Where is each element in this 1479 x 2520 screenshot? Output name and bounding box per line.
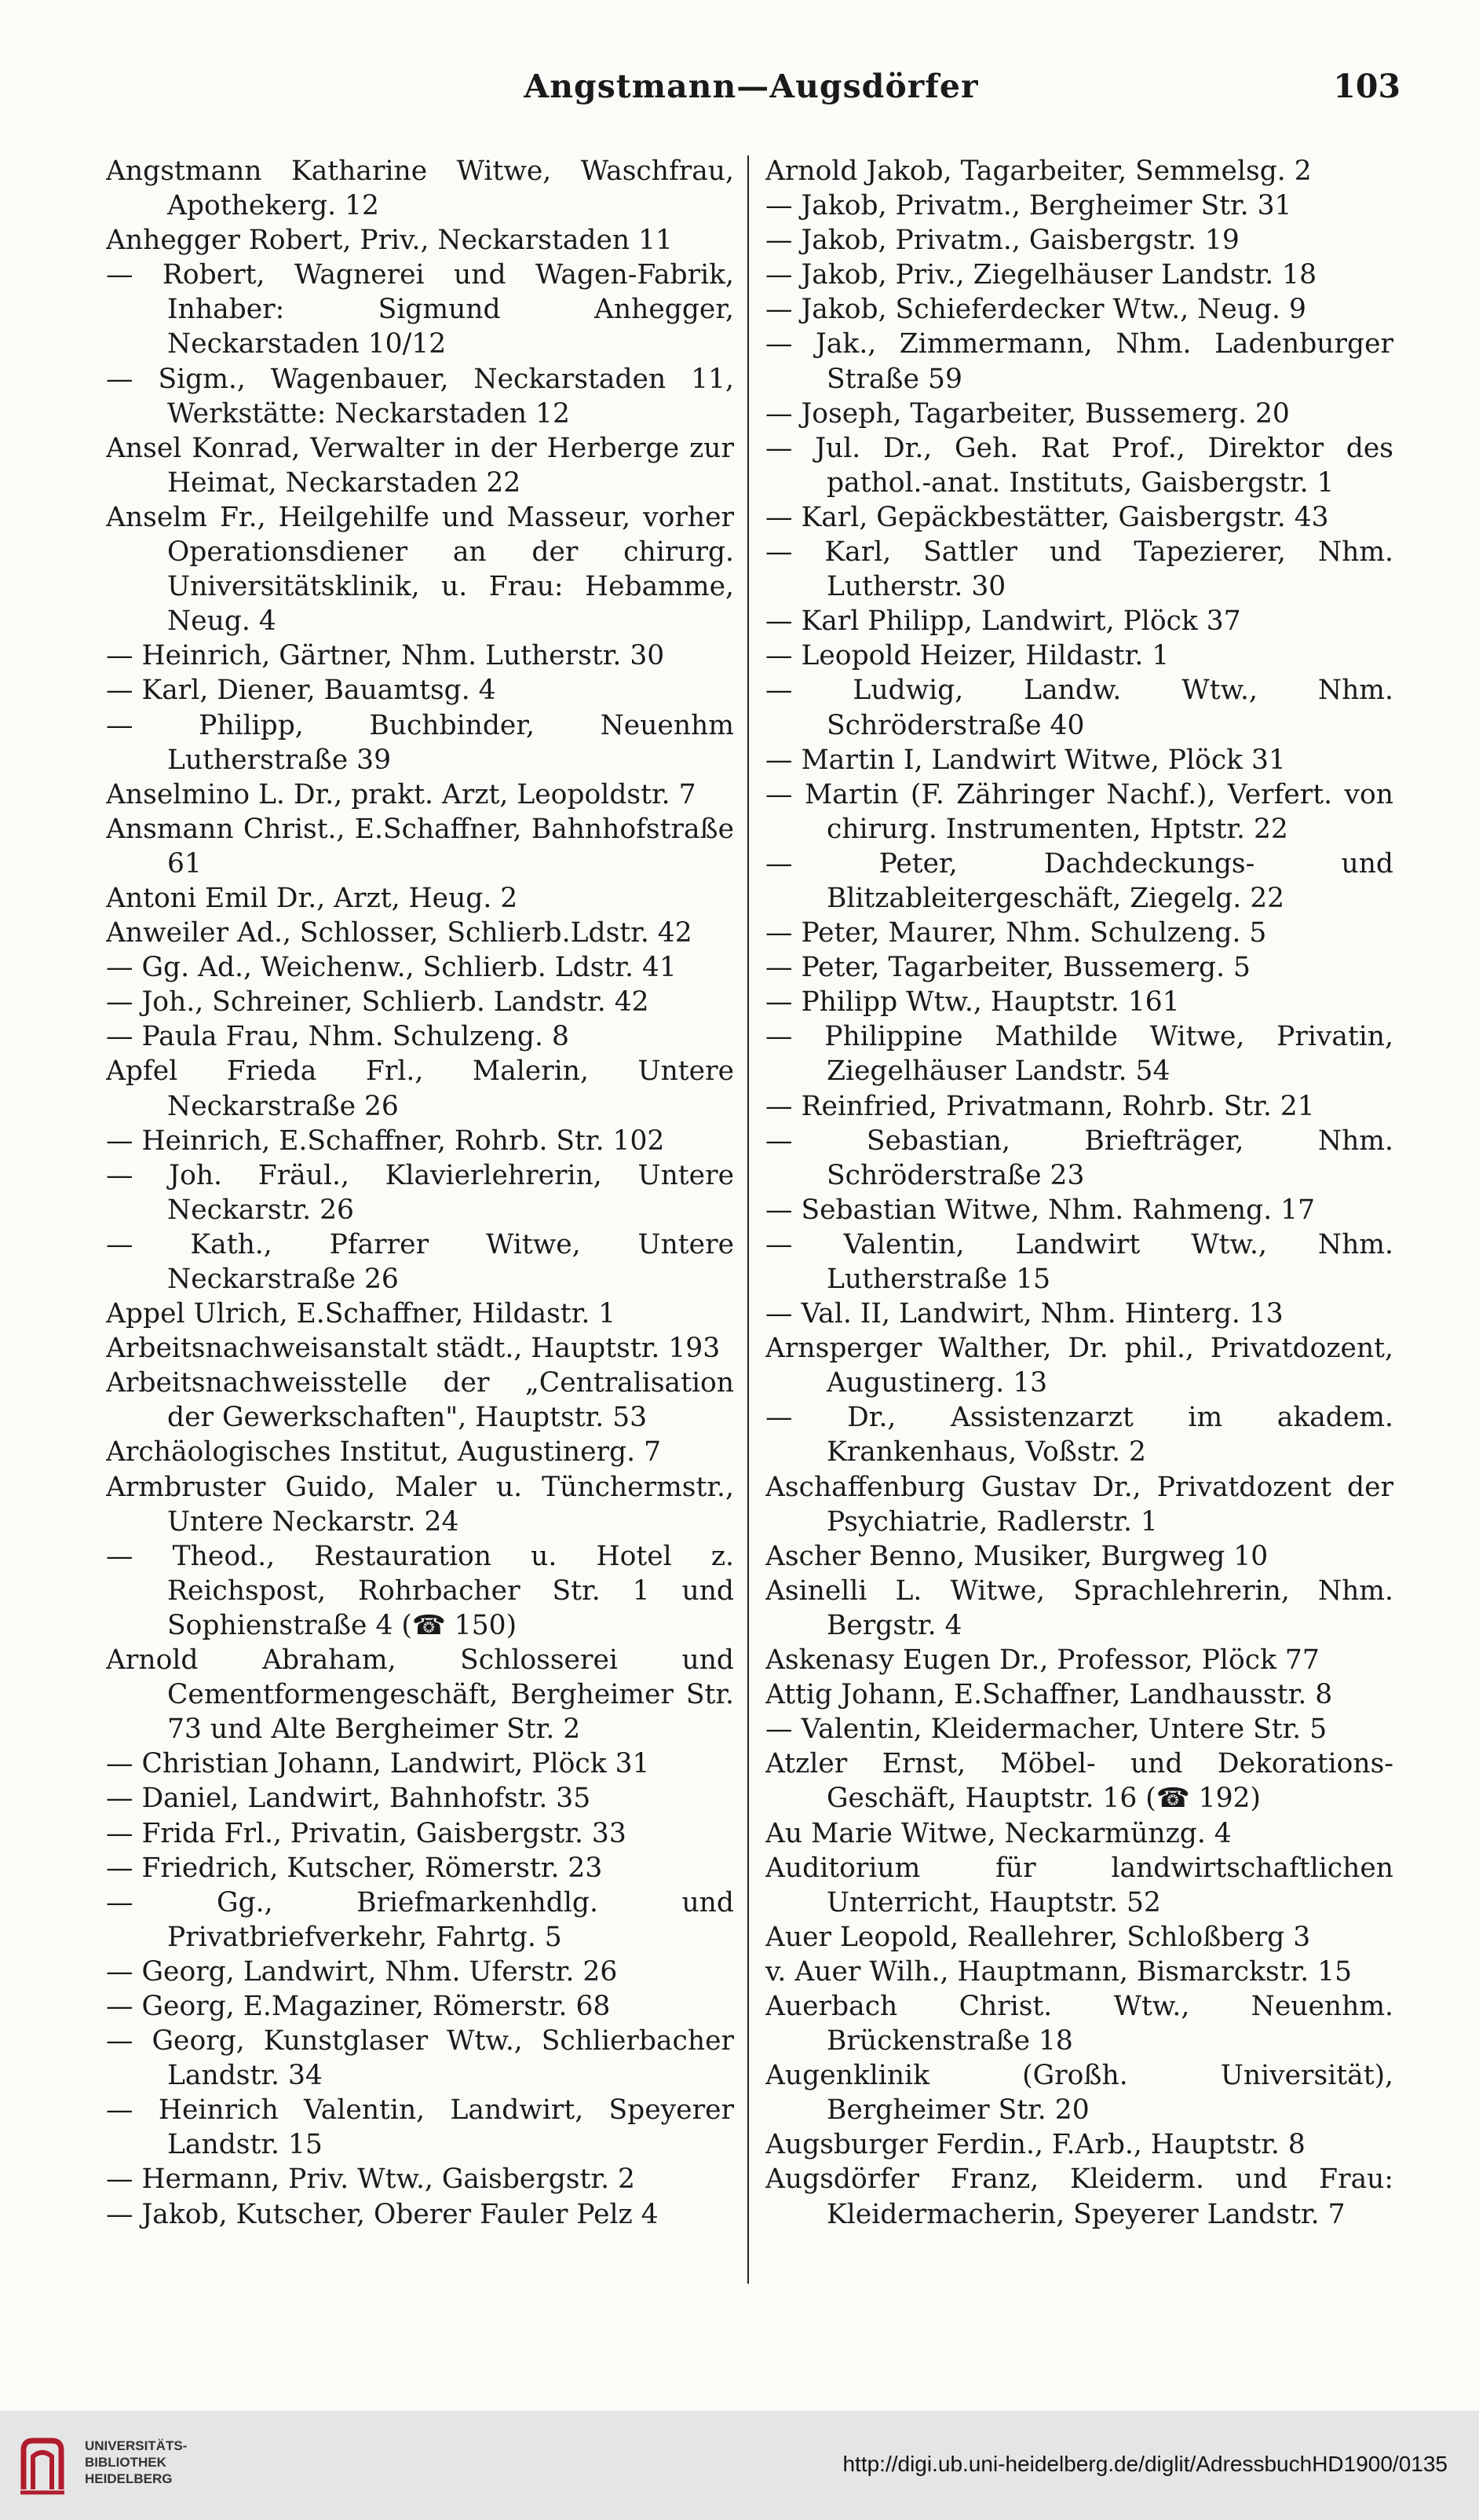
- directory-entry: Askenasy Eugen Dr., Professor, Plöck 77: [765, 1644, 1320, 1677]
- directory-entry: — Karl, Gepäckbestätter, Gaisbergstr. 43: [765, 501, 1329, 533]
- directory-entry: Archäologisches Institut, Augustinerg. 7: [106, 1436, 662, 1468]
- directory-entry: — Leopold Heizer, Hildastr. 1: [765, 640, 1170, 672]
- directory-entry: — Peter, Maurer, Nhm. Schulzeng. 5: [765, 917, 1267, 949]
- directory-entry: — Sebastian, Briefträger, Nhm. Schröderstraße 23: [765, 1125, 1393, 1191]
- directory-entry: — Jakob, Privatm., Gaisbergstr. 19: [765, 225, 1240, 257]
- directory-entry: — Hermann, Priv. Wtw., Gaisbergstr. 2: [106, 2163, 635, 2196]
- directory-entry: Attig Johann, E.Schaffner, Landhausstr. 8: [765, 1679, 1333, 1711]
- directory-entry: — Joseph, Tagarbeiter, Bussemerg. 20: [765, 397, 1290, 430]
- directory-entry: — Sigm., Wagenbauer, Neckarstaden 11, Werkstätte: Neckarstaden 12: [106, 363, 734, 430]
- directory-entry: Anselmino L. Dr., prakt. Arzt, Leopoldstr. 7: [106, 778, 696, 810]
- page-header: [102, 68, 1400, 130]
- directory-entry: Arnold Jakob, Tagarbeiter, Semmelsg. 2: [765, 155, 1312, 187]
- directory-entry: Augenklinik (Großh. Universität), Bergheimer Str. 20: [765, 2060, 1393, 2127]
- directory-entry: — Ludwig, Landw. Wtw., Nhm. Schröderstraße 40: [765, 675, 1393, 741]
- directory-entry: — Gg., Briefmarkenhdlg. und Privatbriefverkehr, Fahrtg. 5: [106, 1886, 734, 1953]
- directory-entry: Arbeitsnachweisstelle der „Centralisation der Gewerkschaften", Hauptstr. 53: [106, 1367, 734, 1434]
- directory-entry: — Karl, Diener, Bauamtsg. 4: [106, 675, 496, 707]
- directory-entry: — Sebastian Witwe, Nhm. Rahmeng. 17: [765, 1194, 1316, 1226]
- directory-entry: Antoni Emil Dr., Arzt, Heug. 2: [106, 882, 518, 914]
- directory-entry: Anselm Fr., Heilgehilfe und Masseur, vorher Operationsdiener an der chirurg. Universitätsklinik, u. Frau: Hebamme, Neug. 4: [106, 501, 734, 638]
- directory-entry: Arbeitsnachweisanstalt städt., Hauptstr. 193: [106, 1333, 721, 1365]
- directory-entry: — Heinrich Valentin, Landwirt, Speyerer Landstr. 15: [106, 2094, 734, 2161]
- library-name: [85, 2438, 187, 2487]
- directory-entry: Au Marie Witwe, Neckarmünzg. 4: [765, 1817, 1232, 1849]
- directory-entry: Auerbach Christ. Wtw., Neuenhm. Brückenstraße 18: [765, 1990, 1393, 2057]
- directory-entry: — Joh. Fräul., Klavierlehrerin, Untere Neckarstr. 26: [106, 1159, 734, 1226]
- directory-entry: — Frida Frl., Privatin, Gaisbergstr. 33: [106, 1817, 626, 1849]
- page-number: 103: [1333, 68, 1400, 105]
- directory-entry: Augsburger Ferdin., F.Arb., Hauptstr. 8: [765, 2129, 1306, 2161]
- directory-entry: — Georg, Landwirt, Nhm. Uferstr. 26: [106, 1955, 618, 1988]
- directory-entry: Ansel Konrad, Verwalter in der Herberge zur Heimat, Neckarstaden 22: [106, 432, 734, 499]
- directory-entry: — Karl Philipp, Landwirt, Plöck 37: [765, 605, 1241, 638]
- directory-entry: — Robert, Wagnerei und Wagen-Fabrik, Inhaber: Sigmund Anhegger, Neckarstaden 10/12: [106, 259, 734, 360]
- directory-entry: — Daniel, Landwirt, Bahnhofstr. 35: [106, 1783, 591, 1815]
- running-head: Angstmann—Augsdörfer: [524, 68, 979, 105]
- directory-entry: — Jakob, Privatm., Bergheimer Str. 31: [765, 190, 1292, 222]
- directory-entry: — Jakob, Priv., Ziegelhäuser Landstr. 18: [765, 259, 1317, 291]
- directory-entry: Aschaffenburg Gustav Dr., Privatdozent der Psychiatrie, Radlerstr. 1: [765, 1471, 1393, 1538]
- directory-entry: — Theod., Restauration u. Hotel z. Reichspost, Rohrbacher Str. 1 und Sophienstraße 4 (☎ 150): [106, 1540, 734, 1641]
- directory-entry: Augsdörfer Franz, Kleiderm. und Frau: Kleidermacherin, Speyerer Landstr. 7: [765, 2163, 1393, 2230]
- library-name-line: UNIVERSITÄTS-: [85, 2438, 188, 2453]
- directory-entry: — Peter, Dachdeckungs- und Blitzableitergeschäft, Ziegelg. 22: [765, 847, 1393, 914]
- directory-entry: Ansmann Christ., E.Schaffner, Bahnhofstraße 61: [106, 813, 734, 880]
- directory-entry: v. Auer Wilh., Hauptmann, Bismarckstr. 15: [765, 1955, 1353, 1988]
- footer-bar: [0, 2411, 1479, 2520]
- directory-entry: Anhegger Robert, Priv., Neckarstaden 11: [106, 225, 674, 257]
- directory-entry: — Gg. Ad., Weichenw., Schlierb. Ldstr. 41: [106, 952, 677, 984]
- directory-entry: — Christian Johann, Landwirt, Plöck 31: [106, 1748, 650, 1780]
- directory-entry: Angstmann Katharine Witwe, Waschfrau, Apothekerg. 12: [106, 155, 734, 222]
- directory-entry: — Jul. Dr., Geh. Rat Prof., Direktor des pathol.-anat. Instituts, Gaisbergstr. 1: [765, 432, 1393, 499]
- directory-entry: — Karl, Sattler und Tapezierer, Nhm. Lutherstr. 30: [765, 536, 1393, 603]
- directory-entry: — Georg, E.Magaziner, Römerstr. 68: [106, 1990, 611, 2022]
- directory-entry: Arnold Abraham, Schlosserei und Cementformengeschäft, Bergheimer Str. 73 und Alte Bergheimer Str. 2: [106, 1644, 734, 1746]
- directory-entry: — Joh., Schreiner, Schlierb. Landstr. 42: [106, 986, 649, 1019]
- column-divider: [747, 155, 749, 2284]
- directory-entry: Asinelli L. Witwe, Sprachlehrerin, Nhm. Bergstr. 4: [765, 1575, 1393, 1641]
- directory-entry: Appel Ulrich, E.Schaffner, Hildastr. 1: [106, 1298, 616, 1330]
- directory-entry: Auer Leopold, Reallehrer, Schloßberg 3: [765, 1921, 1311, 1953]
- directory-entry: Arnsperger Walther, Dr. phil., Privatdozent, Augustinerg. 13: [765, 1333, 1393, 1399]
- directory-entry: — Heinrich, Gärtner, Nhm. Lutherstr. 30: [106, 640, 665, 672]
- directory-entry: — Paula Frau, Nhm. Schulzeng. 8: [106, 1021, 569, 1053]
- directory-entry: — Reinfried, Privatmann, Rohrb. Str. 21: [765, 1090, 1315, 1122]
- directory-entry: Ascher Benno, Musiker, Burgweg 10: [765, 1540, 1269, 1572]
- directory-entry: — Valentin, Kleidermacher, Untere Str. 5: [765, 1714, 1327, 1746]
- right-column: [765, 154, 1393, 2232]
- directory-entry: Armbruster Guido, Maler u. Tünchermstr., Untere Neckarstr. 24: [106, 1471, 734, 1538]
- directory-entry: — Jakob, Kutscher, Oberer Fauler Pelz 4: [106, 2198, 659, 2230]
- directory-entry: Anweiler Ad., Schlosser, Schlierb.Ldstr. 42: [106, 917, 692, 949]
- directory-entry: Atzler Ernst, Möbel- und Dekorations-Geschäft, Hauptstr. 16 (☎ 192): [765, 1748, 1393, 1815]
- directory-entry: — Heinrich, E.Schaffner, Rohrb. Str. 102: [106, 1125, 665, 1157]
- directory-entry: — Valentin, Landwirt Wtw., Nhm. Lutherstraße 15: [765, 1228, 1393, 1295]
- directory-entry: — Peter, Tagarbeiter, Bussemerg. 5: [765, 952, 1251, 984]
- directory-entry: — Dr., Assistenzarzt im akadem. Krankenhaus, Voßstr. 2: [765, 1402, 1393, 1468]
- directory-entry: Auditorium für landwirtschaftlichen Unterricht, Hauptstr. 52: [765, 1852, 1393, 1918]
- directory-entry: — Kath., Pfarrer Witwe, Untere Neckarstraße 26: [106, 1228, 734, 1295]
- library-name-line: HEIDELBERG: [85, 2471, 173, 2486]
- source-url[interactable]: http://digi.ub.uni-heidelberg.de/diglit/AdressbuchHD1900/0135: [842, 2452, 1448, 2476]
- library-name-line: BIBLIOTHEK: [85, 2455, 166, 2470]
- directory-entry: — Martin (F. Zähringer Nachf.), Verfert. von chirurg. Instrumenten, Hptstr. 22: [765, 778, 1393, 845]
- directory-entry: — Philippine Mathilde Witwe, Privatin, Ziegelhäuser Landstr. 54: [765, 1021, 1393, 1088]
- directory-entry: Apfel Frieda Frl., Malerin, Untere Neckarstraße 26: [106, 1055, 734, 1122]
- directory-entry: — Georg, Kunstglaser Wtw., Schlierbacher Landstr. 34: [106, 2025, 734, 2092]
- directory-entry: — Friedrich, Kutscher, Römerstr. 23: [106, 1852, 603, 1884]
- university-library-logo-icon: [17, 2434, 68, 2497]
- directory-entry: — Martin I, Landwirt Witwe, Plöck 31: [765, 744, 1286, 776]
- directory-entry: — Val. II, Landwirt, Nhm. Hinterg. 13: [765, 1298, 1284, 1330]
- left-column: [106, 154, 734, 2232]
- directory-entry: — Philipp, Buchbinder, Neuenhm Lutherstraße 39: [106, 709, 734, 776]
- directory-entry: — Jak., Zimmermann, Nhm. Ladenburger Straße 59: [765, 328, 1393, 395]
- library-logo[interactable]: [17, 2430, 214, 2508]
- directory-entry: — Philipp Wtw., Hauptstr. 161: [765, 986, 1180, 1019]
- directory-entry: — Jakob, Schieferdecker Wtw., Neug. 9: [765, 294, 1306, 326]
